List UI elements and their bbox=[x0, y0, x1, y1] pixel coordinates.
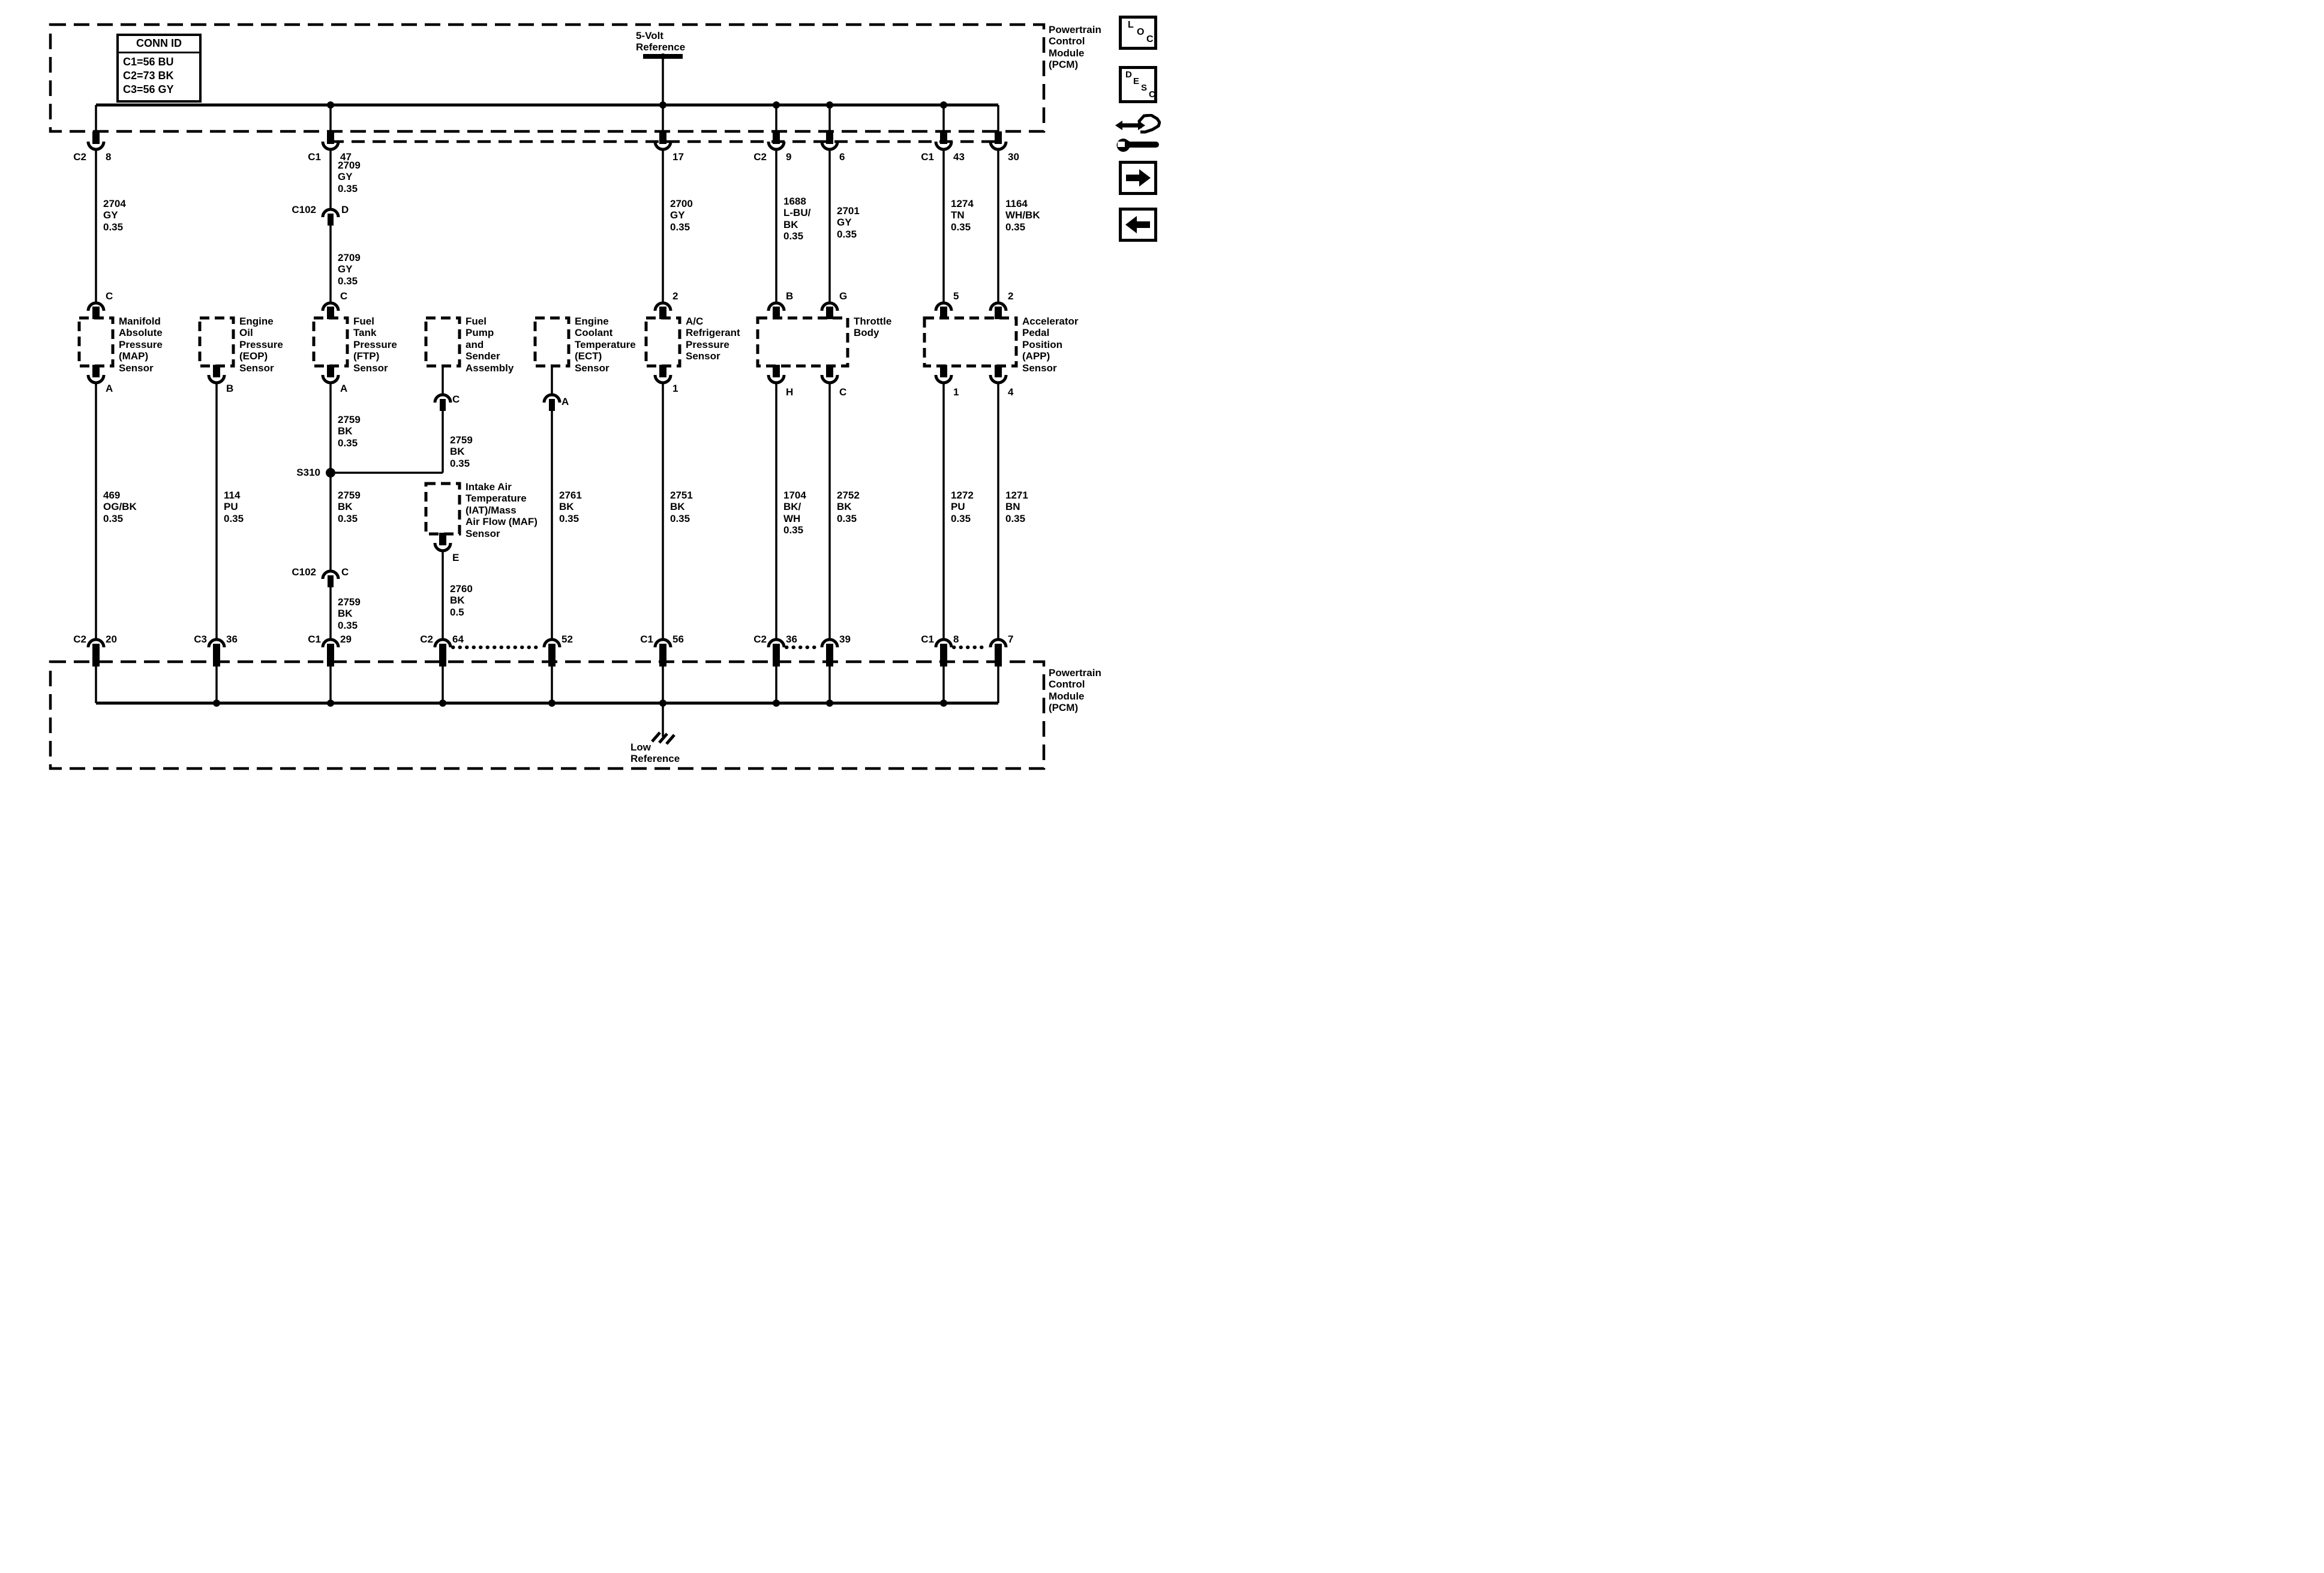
wire-label: 2761 BK 0.35 bbox=[559, 490, 582, 524]
inline-connector-pin: D bbox=[341, 204, 349, 215]
connector-terminal-cups bbox=[88, 142, 1006, 647]
terminal-letter: B bbox=[226, 383, 234, 394]
next-button[interactable] bbox=[1119, 161, 1157, 195]
pin-number: 64 bbox=[452, 634, 464, 645]
component-label-app: Accelerator Pedal Position (APP) Sensor bbox=[1022, 316, 1079, 374]
five-volt-supply-symbol bbox=[643, 53, 683, 105]
pin-number: 56 bbox=[672, 634, 684, 645]
pin-number: 17 bbox=[672, 151, 684, 163]
inline-connector-label: C102 bbox=[292, 566, 316, 578]
conn-id-rows bbox=[119, 53, 199, 100]
desc-letter: S bbox=[1141, 83, 1148, 93]
pin-number: 30 bbox=[1008, 151, 1019, 163]
loc-letter: O bbox=[1137, 27, 1145, 37]
terminal-letter: C bbox=[106, 290, 113, 302]
pin-connector-label: C1 bbox=[921, 151, 934, 163]
back-button[interactable] bbox=[1119, 208, 1157, 242]
desc-letter: D bbox=[1125, 70, 1132, 80]
wire-label: 2709 GY 0.35 bbox=[338, 252, 361, 287]
terminal-letter: H bbox=[786, 386, 794, 398]
conn-id-row: C1=56 BU bbox=[123, 55, 174, 68]
pin-number: 36 bbox=[226, 634, 238, 645]
top-bus bbox=[96, 101, 998, 131]
wire-label: 1688 L-BU/ BK 0.35 bbox=[783, 196, 811, 242]
connector-pin-stubs bbox=[92, 131, 1002, 667]
wire-label: 2759 BK 0.35 bbox=[338, 490, 361, 524]
loc-letter: C bbox=[1146, 34, 1154, 44]
conn-id-row: C3=56 GY bbox=[123, 83, 174, 96]
pcm-bottom-box bbox=[50, 662, 1044, 769]
component-label-map: Manifold Absolute Pressure (MAP) Sensor bbox=[119, 316, 163, 374]
description-button[interactable] bbox=[1119, 66, 1157, 103]
component-label-throttle-body: Throttle Body bbox=[854, 316, 892, 339]
pin-number: 8 bbox=[953, 634, 959, 645]
terminal-letter: A bbox=[562, 396, 569, 407]
ground-symbol bbox=[652, 703, 674, 744]
pin-number: 8 bbox=[106, 151, 112, 163]
wire-label: 2700 GY 0.35 bbox=[670, 198, 693, 233]
pin-number: 36 bbox=[786, 634, 797, 645]
pin-connector-label: C1 bbox=[308, 634, 321, 645]
splice-s310-dot bbox=[326, 468, 335, 478]
terminal-letter: 5 bbox=[953, 290, 959, 302]
desc-letter: C bbox=[1149, 89, 1155, 100]
wire-label: 2752 BK 0.35 bbox=[837, 490, 860, 524]
terminal-letter: A bbox=[106, 383, 113, 394]
pin-number: 52 bbox=[562, 634, 573, 645]
wire-label: 1704 BK/ WH 0.35 bbox=[783, 490, 806, 536]
loc-letter: L bbox=[1128, 20, 1134, 30]
terminal-letter: E bbox=[452, 552, 460, 563]
component-label-fuel-pump: Fuel Pump and Sender Assembly bbox=[466, 316, 514, 374]
pin-connector-label: C1 bbox=[308, 151, 321, 163]
pin-connector-label: C3 bbox=[194, 634, 207, 645]
desc-letter: E bbox=[1133, 76, 1140, 86]
component-label-ftp: Fuel Tank Pressure (FTP) Sensor bbox=[353, 316, 397, 374]
wire-label: 1274 TN 0.35 bbox=[951, 198, 974, 233]
right-arrow-icon bbox=[1122, 164, 1154, 192]
pin-number: 47 bbox=[340, 151, 352, 163]
wire-label: 2759 BK 0.35 bbox=[338, 596, 361, 631]
conn-id-table bbox=[116, 34, 202, 103]
pin-connector-label: C2 bbox=[73, 634, 86, 645]
bottom-bus bbox=[96, 665, 998, 707]
vehicle-wrench-glyph bbox=[1114, 114, 1161, 152]
wire-label: 2759 BK 0.35 bbox=[338, 414, 361, 449]
wire-label: 114 PU 0.35 bbox=[224, 490, 244, 524]
wire-label: 469 OG/BK 0.35 bbox=[103, 490, 137, 524]
pin-connector-label: C2 bbox=[73, 151, 86, 163]
pin-connector-label: C2 bbox=[753, 151, 767, 163]
pin-connector-label: C1 bbox=[921, 634, 934, 645]
wiring-diagram-page bbox=[0, 0, 1162, 786]
pin-connector-label: C1 bbox=[640, 634, 653, 645]
pin-number: 9 bbox=[786, 151, 792, 163]
component-label-eop: Engine Oil Pressure (EOP) Sensor bbox=[239, 316, 283, 374]
terminal-letter: 4 bbox=[1008, 386, 1014, 398]
wire-label: 1271 BN 0.35 bbox=[1005, 490, 1028, 524]
wire-label: 1164 WH/BK 0.35 bbox=[1005, 198, 1040, 233]
vehicle-wrench-icon[interactable] bbox=[1114, 114, 1161, 152]
pcm-top-label: Powertrain Control Module (PCM) bbox=[1049, 24, 1101, 71]
five-volt-reference-label: 5-Volt Reference bbox=[636, 30, 686, 53]
terminal-letter: 2 bbox=[672, 290, 678, 302]
wire-label: 2759 BK 0.35 bbox=[450, 434, 473, 469]
pin-number: 6 bbox=[839, 151, 845, 163]
pin-connector-label: C2 bbox=[753, 634, 767, 645]
pin-number: 39 bbox=[839, 634, 851, 645]
location-button[interactable] bbox=[1119, 16, 1157, 50]
terminal-letter: 1 bbox=[672, 383, 678, 394]
wire-label: 2751 BK 0.35 bbox=[670, 490, 693, 524]
pcm-bottom-label: Powertrain Control Module (PCM) bbox=[1049, 667, 1101, 714]
wire-label: 2760 BK 0.5 bbox=[450, 583, 473, 618]
terminal-letter: C bbox=[452, 394, 460, 405]
left-arrow-icon bbox=[1122, 211, 1154, 239]
pin-number: 29 bbox=[340, 634, 352, 645]
terminal-letter: C bbox=[340, 290, 348, 302]
terminal-letter: 2 bbox=[1008, 290, 1014, 302]
terminal-letter: A bbox=[340, 383, 348, 394]
conn-id-header: CONN ID bbox=[119, 36, 199, 53]
circuit-wires bbox=[96, 149, 998, 640]
wire-label: 2701 GY 0.35 bbox=[837, 205, 860, 240]
inline-connector-pin: C bbox=[341, 566, 349, 578]
pin-number: 20 bbox=[106, 634, 117, 645]
pin-connector-label: C2 bbox=[420, 634, 433, 645]
low-reference-label: Low Reference bbox=[630, 742, 680, 765]
inline-connector-label: C102 bbox=[292, 204, 316, 215]
wiring-diagram-linework bbox=[0, 0, 1162, 786]
wire-label: 2704 GY 0.35 bbox=[103, 198, 126, 233]
component-label-iat-maf: Intake Air Temperature (IAT)/Mass Air Flow (MAF) Sensor bbox=[466, 481, 538, 539]
conn-id-row: C2=73 BK bbox=[123, 69, 174, 82]
component-label-ac-refrigerant: A/C Refrigerant Pressure Sensor bbox=[686, 316, 740, 362]
terminal-letter: C bbox=[839, 386, 847, 398]
component-label-ect: Engine Coolant Temperature (ECT) Sensor bbox=[575, 316, 636, 374]
component-boxes bbox=[79, 318, 1016, 534]
terminal-letter: G bbox=[839, 290, 848, 302]
pin-number: 7 bbox=[1008, 634, 1014, 645]
wire-label: 2709 GY 0.35 bbox=[338, 160, 361, 194]
wire-label: 1272 PU 0.35 bbox=[951, 490, 974, 524]
pin-number: 43 bbox=[953, 151, 965, 163]
terminal-letter: B bbox=[786, 290, 794, 302]
terminal-letter: 1 bbox=[953, 386, 959, 398]
splice-label: S310 bbox=[296, 467, 320, 478]
